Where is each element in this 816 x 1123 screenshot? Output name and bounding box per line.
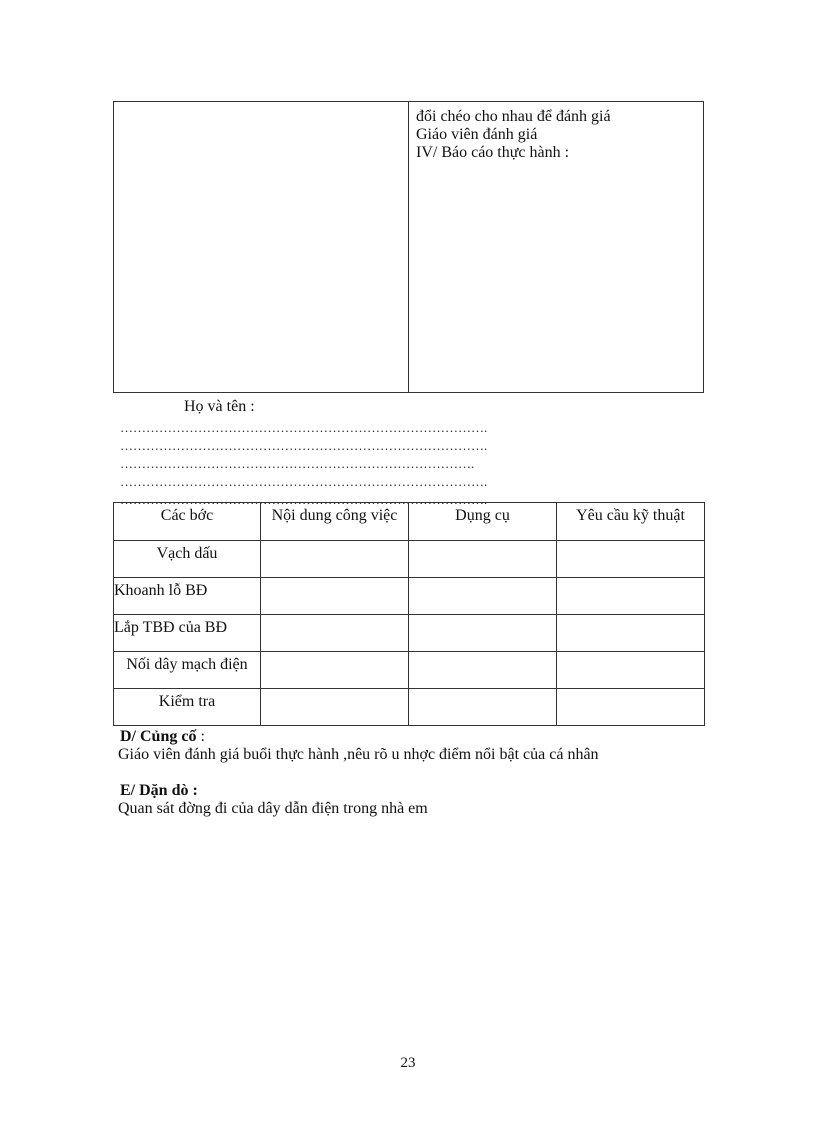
empty-cell — [261, 615, 409, 652]
table-row — [114, 652, 705, 689]
empty-cell — [261, 578, 409, 615]
step-label: Nối dây mạch điện — [126, 656, 248, 673]
empty-cell — [261, 689, 409, 726]
empty-cell — [409, 541, 557, 578]
header-text: Yêu cầu kỹ thuật — [576, 507, 685, 524]
empty-cell — [261, 541, 409, 578]
header-steps — [114, 503, 261, 541]
dot-line: …………………………………………………………………………. — [120, 438, 488, 453]
dot-line: …………………………………………………………………………. — [120, 420, 488, 435]
header-work-content — [261, 503, 409, 541]
section-e-body: Quan sát đờng đi của dây dẫn điện trong nhà em — [118, 800, 428, 817]
header-tools — [409, 503, 557, 541]
top-box-line: IV/ Báo cáo thực hành : — [416, 144, 570, 161]
empty-cell — [557, 652, 705, 689]
empty-cell — [557, 615, 705, 652]
section-e-heading: E/ Dặn dò : — [120, 782, 198, 799]
dot-line: ………………………………………………………………………. — [120, 456, 475, 471]
dot-line: …………………………………………………………………………. — [120, 492, 488, 507]
step-label: Lắp TBĐ của BĐ — [114, 619, 228, 636]
steps-table — [113, 502, 705, 726]
section-d-heading-bold: D/ Củng cố — [120, 728, 197, 745]
step-label: Vạch dấu — [156, 545, 218, 562]
empty-cell — [409, 652, 557, 689]
top-box-line: đổi chéo cho nhau để đánh giá — [416, 108, 611, 125]
empty-cell — [261, 652, 409, 689]
step-cell — [114, 578, 261, 615]
header-text: Dụng cụ — [455, 507, 510, 524]
table-header-row — [114, 503, 705, 541]
table-row — [114, 578, 705, 615]
header-text: Nội dung công việc — [271, 507, 398, 524]
empty-cell — [557, 689, 705, 726]
top-box — [113, 101, 704, 393]
table-row — [114, 615, 705, 652]
step-cell — [114, 652, 261, 689]
step-label: Kiểm tra — [158, 693, 216, 710]
header-technical-requirements — [557, 503, 705, 541]
header-text: Các bớc — [160, 507, 214, 524]
top-box-divider — [408, 102, 409, 392]
section-d-heading — [120, 728, 205, 746]
step-label: Khoanh lỗ BĐ — [114, 582, 208, 599]
table-row — [114, 689, 705, 726]
empty-cell — [557, 541, 705, 578]
empty-cell — [409, 615, 557, 652]
empty-cell — [409, 578, 557, 615]
top-box-right-column — [416, 108, 611, 162]
empty-cell — [409, 689, 557, 726]
section-d-body: Giáo viên đánh giá buổi thực hành ,nêu rõ u nhợc điểm nổi bật của cá nhân — [118, 746, 599, 763]
section-d-heading-colon: : — [196, 728, 205, 745]
step-cell — [114, 541, 261, 578]
page-number: 23 — [400, 1055, 416, 1071]
name-label: Họ và tên : — [184, 398, 255, 415]
table-row — [114, 541, 705, 578]
step-cell — [114, 615, 261, 652]
top-box-line: Giáo viên đánh giá — [416, 126, 538, 143]
empty-cell — [557, 578, 705, 615]
dot-line: …………………………………………………………………………. — [120, 474, 488, 489]
step-cell — [114, 689, 261, 726]
